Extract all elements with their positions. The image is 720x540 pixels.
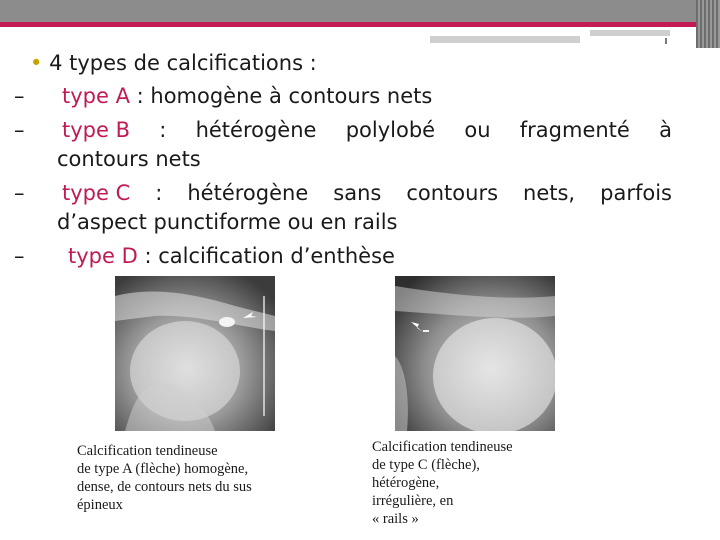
word: nets, [523, 181, 576, 205]
caption-line: dense, de contours nets du sus [77, 479, 252, 495]
type-b-continuation: contours nets [57, 147, 201, 171]
type-c-continuation: d’aspect punctiforme ou en rails [57, 210, 398, 234]
dash-marker: – [14, 118, 25, 142]
xray-image-type-a [115, 276, 275, 431]
type-c-line [62, 178, 672, 208]
caption-line: irrégulière, en [372, 493, 454, 509]
main-bullet [30, 48, 317, 78]
header-stripe [590, 30, 670, 36]
xray-image-type-c [395, 276, 555, 431]
type-d-text: : calcification d’enthèse [144, 244, 395, 268]
header-gray-band [0, 0, 696, 22]
word: ou [464, 118, 491, 142]
main-bullet-text: 4 types de calcifications : [49, 51, 317, 75]
type-a-text: : homogène à contours nets [136, 84, 433, 108]
header-accent-line [0, 22, 720, 27]
type-d-line [68, 241, 395, 271]
caption-line: de type C (flèche), [372, 457, 480, 473]
header-decoration [0, 0, 720, 48]
type-a-line [62, 81, 432, 111]
word: hétérogène [187, 181, 309, 205]
word: à [659, 118, 672, 142]
dash-marker: – [14, 181, 25, 205]
word: polylobé [345, 118, 436, 142]
bullet-marker: • [30, 51, 43, 75]
word: : [155, 181, 163, 205]
dash-marker: – [14, 84, 25, 108]
caption-type-a [77, 442, 252, 514]
xray-shoulder-icon [115, 276, 275, 431]
header-stripe [430, 36, 580, 43]
caption-line: hétérogène, [372, 475, 440, 491]
word: sans [333, 181, 382, 205]
caption-type-c [372, 438, 513, 528]
type-d-label: type D [68, 244, 138, 268]
header-dark-block [696, 0, 720, 48]
word: parfois [600, 181, 672, 205]
caption-line: épineux [77, 497, 123, 513]
caption-line: Calcification tendineuse [77, 443, 218, 459]
word: : [159, 118, 167, 142]
type-b-label: type B [62, 118, 130, 142]
type-a-label: type A [62, 84, 130, 108]
caption-line: de type A (flèche) homogène, [77, 461, 249, 477]
word: contours [406, 181, 499, 205]
caption-line: Calcification tendineuse [372, 439, 513, 455]
caption-line: « rails » [372, 511, 419, 527]
word: fragmenté [519, 118, 630, 142]
dash-marker: – [14, 244, 25, 268]
type-b-line [62, 115, 672, 145]
type-c-label: type C [62, 181, 131, 205]
header-tick [665, 38, 667, 44]
xray-shoulder-icon [395, 276, 555, 431]
word: hétérogène [195, 118, 317, 142]
